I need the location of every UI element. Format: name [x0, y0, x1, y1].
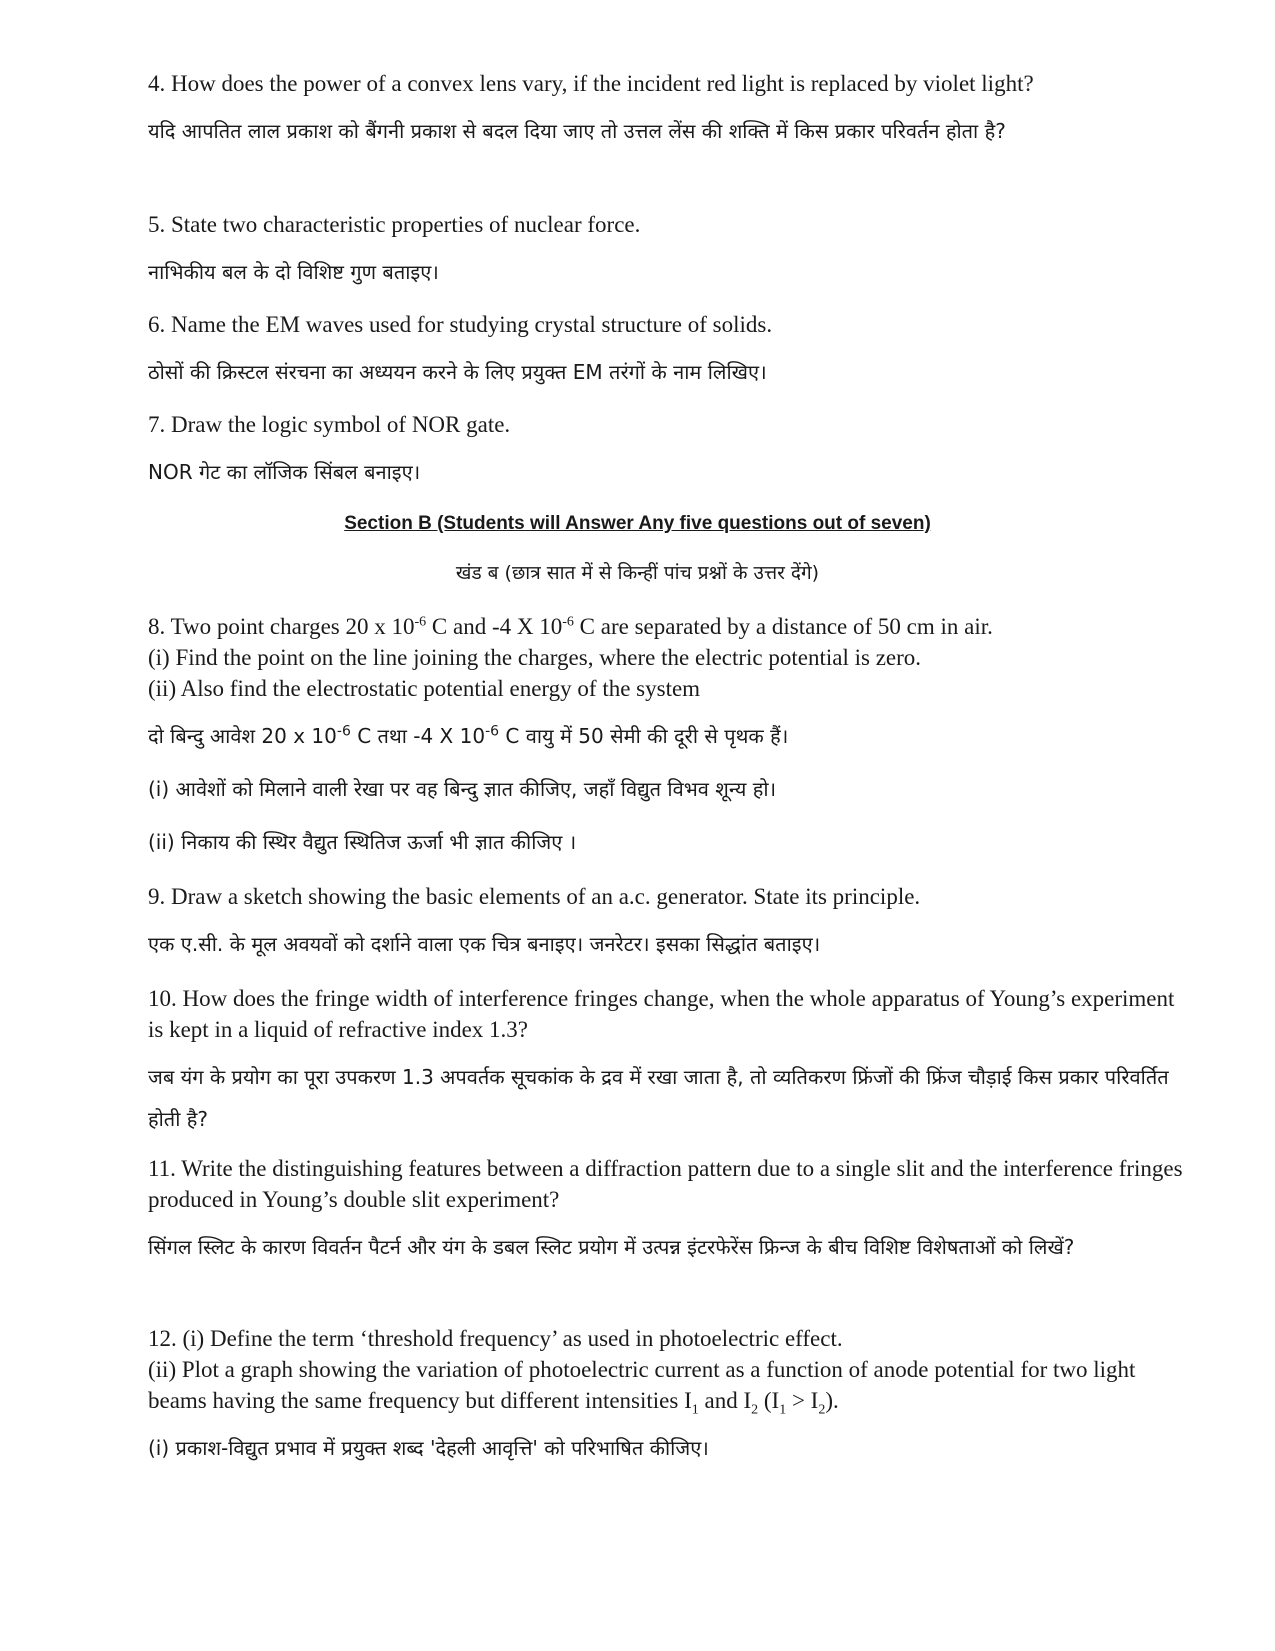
- question-8-hindi-b: C तथा -4 X 10: [350, 724, 486, 748]
- question-8-text-a: 8. Two point charges 20 x 10: [148, 614, 415, 639]
- question-8-part-i: (i) Find the point on the line joining the charges, where the electric potential is zero.: [148, 645, 922, 670]
- question-12-text-e: ).: [825, 1388, 839, 1413]
- exponent: -6: [562, 614, 574, 630]
- question-8-hindi-c: C वायु में 50 सेमी की दूरी से पृथक हैं।: [499, 724, 789, 748]
- subscript: 2: [751, 1402, 759, 1418]
- question-4-hindi: यदि आपतित लाल प्रकाश को बैंगनी प्रकाश से बदल दिया जाए तो उत्तल लेंस की शक्ति में किस प्रकार परिवर्तन होता है?: [148, 119, 1006, 143]
- question-5-hindi: नाभिकीय बल के दो विशिष्ट गुण बताइए।: [148, 260, 439, 284]
- question-10-hindi: जब यंग के प्रयोग का पूरा उपकरण 1.3 अपवर्तक सूचकांक के द्रव में रखा जाता है, तो व्यतिकरण फ्रिंजों की फ्रिंज चौड़ाई किस प्रकार परिवर्तित होती है?: [148, 1065, 1169, 1131]
- question-7-english: 7. Draw the logic symbol of NOR gate.: [148, 412, 511, 437]
- question-8-hindi: [148, 715, 1185, 757]
- question-11-hindi: सिंगल स्लिट के कारण विवर्तन पैटर्न और यंग के डबल स्लिट प्रयोग में उत्पन्न इंटरफेरेंस फ्रिन्ज के बीच विशिष्ट विशेषताओं को लिखें?: [148, 1235, 1075, 1259]
- question-5-english: 5. State two characteristic properties of nuclear force.: [148, 212, 641, 237]
- question-8-hindi-a: दो बिन्दु आवेश 20 x 10: [148, 724, 337, 748]
- section-b-title-hindi: खंड ब (छात्र सात में से किन्हीं पांच प्रश्नों के उत्तर देंगे): [455, 562, 820, 584]
- exponent: -6: [414, 614, 427, 630]
- exponent: -6: [485, 723, 500, 740]
- question-10-english: 10. How does the fringe width of interference fringes change, when the whole apparatus of Young’s experiment is kept in a liquid of refractive index 1.3?: [148, 986, 1175, 1042]
- question-7: [148, 409, 1185, 493]
- subscript: 1: [691, 1402, 699, 1418]
- question-11: [148, 1153, 1185, 1268]
- question-7-hindi: NOR गेट का लॉजिक सिंबल बनाइए।: [148, 460, 421, 484]
- question-12-text-c: (I: [758, 1388, 780, 1413]
- question-8-english: [148, 611, 1185, 642]
- question-4: [148, 68, 1185, 152]
- question-12-hindi-part-i: (i) प्रकाश-विद्युत प्रभाव में प्रयुक्त शब्द 'देहली आवृत्ति' को परिभाषित कीजिए।: [148, 1436, 709, 1460]
- exponent: -6: [336, 723, 351, 740]
- question-6-english: 6. Name the EM waves used for studying crystal structure of solids.: [148, 312, 773, 337]
- question-8-part-ii: (ii) Also find the electrostatic potential energy of the system: [148, 676, 701, 701]
- question-6: [148, 309, 1185, 393]
- question-12-text-d: > I: [786, 1388, 819, 1413]
- question-8-text-c: C are separated by a distance of 50 cm in air.: [573, 614, 993, 639]
- subscript: 2: [818, 1402, 826, 1418]
- question-12-text-b: and I: [698, 1388, 752, 1413]
- question-8-hindi-part-i: (i) आवेशों को मिलाने वाली रेखा पर वह बिन्दु ज्ञात कीजिए, जहाँ विद्युत विभव शून्य हो।: [148, 777, 777, 801]
- question-5: [148, 209, 1185, 293]
- question-9-hindi: एक ए.सी. के मूल अवयवों को दर्शाने वाला एक चित्र बनाइए। जनरेटर। इसका सिद्धांत बताइए।: [148, 932, 821, 956]
- question-8-hindi-part-ii: (ii) निकाय की स्थिर वैद्युत स्थितिज ऊर्जा भी ज्ञात कीजिए ।: [148, 830, 577, 854]
- question-4-english: 4. How does the power of a convex lens vary, if the incident red light is replaced by violet light?: [148, 71, 1034, 96]
- question-9-english: 9. Draw a sketch showing the basic elements of an a.c. generator. State its principle.: [148, 884, 921, 909]
- section-b-title: Section B (Students will Answer Any five questions out of seven): [344, 513, 931, 534]
- question-6-hindi: ठोसों की क्रिस्टल संरचना का अध्ययन करने के लिए प्रयुक्त EM तरंगों के नाम लिखिए।: [148, 360, 767, 384]
- question-12-part-i: 12. (i) Define the term ‘threshold frequency’ as used in photoelectric effect.: [148, 1326, 843, 1351]
- question-8-text-b: C and -4 X 10: [426, 614, 563, 639]
- question-9: [148, 881, 1185, 965]
- subscript: 1: [779, 1402, 787, 1418]
- question-12-text-a: (ii) Plot a graph showing the variation of photoelectric current as a function of anode potential for two light beams having the same frequency but different intensities I: [148, 1357, 1136, 1413]
- question-11-english: 11. Write the distinguishing features between a diffraction pattern due to a single slit and the interference fringes produced in Young’s double slit experiment?: [148, 1156, 1183, 1212]
- question-10: [148, 983, 1185, 1140]
- question-12-part-ii: [148, 1354, 1185, 1416]
- question-12: [148, 1323, 1185, 1469]
- question-8: [148, 611, 1185, 863]
